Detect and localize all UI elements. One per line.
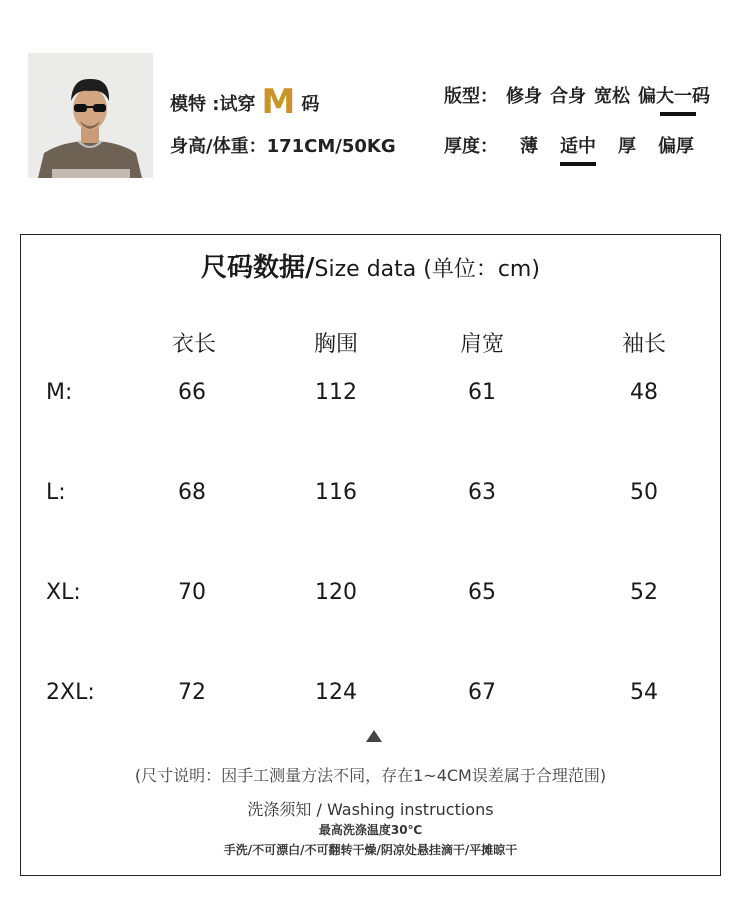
- washing-temperature: 最高洗涤温度30℃: [318, 823, 423, 837]
- table-cell: 67: [468, 680, 496, 705]
- fit-option-oversize: [638, 82, 710, 108]
- table-cell: 61: [468, 380, 496, 405]
- size-chart-title: [21, 247, 720, 284]
- thickness-option-thick: 厚: [618, 136, 636, 157]
- row-label-2xl: 2XL:: [46, 680, 95, 705]
- column-header-length: 衣长: [171, 332, 216, 357]
- triangle-marker-icon: [366, 730, 382, 742]
- table-cell: 63: [468, 480, 496, 505]
- fit-option-slim: 修身: [506, 86, 542, 107]
- fit-label: 版型：: [444, 86, 498, 107]
- size-chart-title-en: Size data (单位：cm): [314, 257, 540, 282]
- table-cell: 112: [315, 380, 357, 405]
- table-cell: 66: [178, 380, 206, 405]
- size-chart: [20, 234, 721, 876]
- thickness-option-medium: 适中: [560, 132, 596, 158]
- fit-selected-underline: [660, 112, 696, 116]
- size-chart-title-zh: 尺码数据/: [201, 253, 315, 283]
- model-stats-value: 171CM/50KG: [266, 136, 396, 157]
- table-cell: 65: [468, 580, 496, 605]
- column-header-sleeve: 袖长: [621, 332, 666, 357]
- measurement-note: (尺寸说明：因手工测量方法不同，存在1~4CM误差属于合理范围): [134, 766, 607, 785]
- model-photo: [28, 53, 153, 178]
- table-cell: 120: [315, 580, 357, 605]
- column-header-shoulder: 肩宽: [459, 332, 504, 357]
- table-cell: 68: [178, 480, 206, 505]
- model-label-suffix: 码: [301, 94, 320, 115]
- model-portrait-image: [28, 53, 153, 178]
- table-cell: 116: [315, 480, 357, 505]
- table-cell: 48: [630, 380, 658, 405]
- thickness-option-thin: 薄: [520, 136, 538, 157]
- thickness-option-thicker: 偏厚: [658, 136, 694, 157]
- fit-option-loose: 宽松: [594, 86, 630, 107]
- thickness-label: 厚度：: [444, 136, 498, 157]
- table-cell: 52: [630, 580, 658, 605]
- table-cell: 54: [630, 680, 658, 705]
- washing-care: 手洗/不可漂白/不可翻转干燥/阴凉处悬挂滴干/平摊晾干: [223, 843, 518, 857]
- fit-selector: [444, 82, 710, 108]
- fit-option-regular: 合身: [550, 86, 586, 107]
- model-stats: [170, 132, 396, 158]
- washing-title: 洗涤须知 / Washing instructions: [247, 800, 494, 819]
- model-size-letter: M: [261, 82, 296, 122]
- row-label-xl: XL:: [46, 580, 81, 605]
- table-cell: 70: [178, 580, 206, 605]
- fit-option-oversize-text: 偏大一码: [638, 86, 710, 107]
- model-label-prefix: 模特 :试穿: [170, 94, 256, 115]
- thickness-selector: [444, 132, 694, 158]
- row-label-m: M:: [46, 380, 73, 405]
- model-stats-label: 身高/体重：: [170, 136, 267, 157]
- table-cell: 124: [315, 680, 357, 705]
- row-label-l: L:: [46, 480, 66, 505]
- table-cell: 72: [178, 680, 206, 705]
- model-trial-size: [170, 82, 319, 122]
- table-cell: 50: [630, 480, 658, 505]
- column-header-chest: 胸围: [313, 332, 358, 357]
